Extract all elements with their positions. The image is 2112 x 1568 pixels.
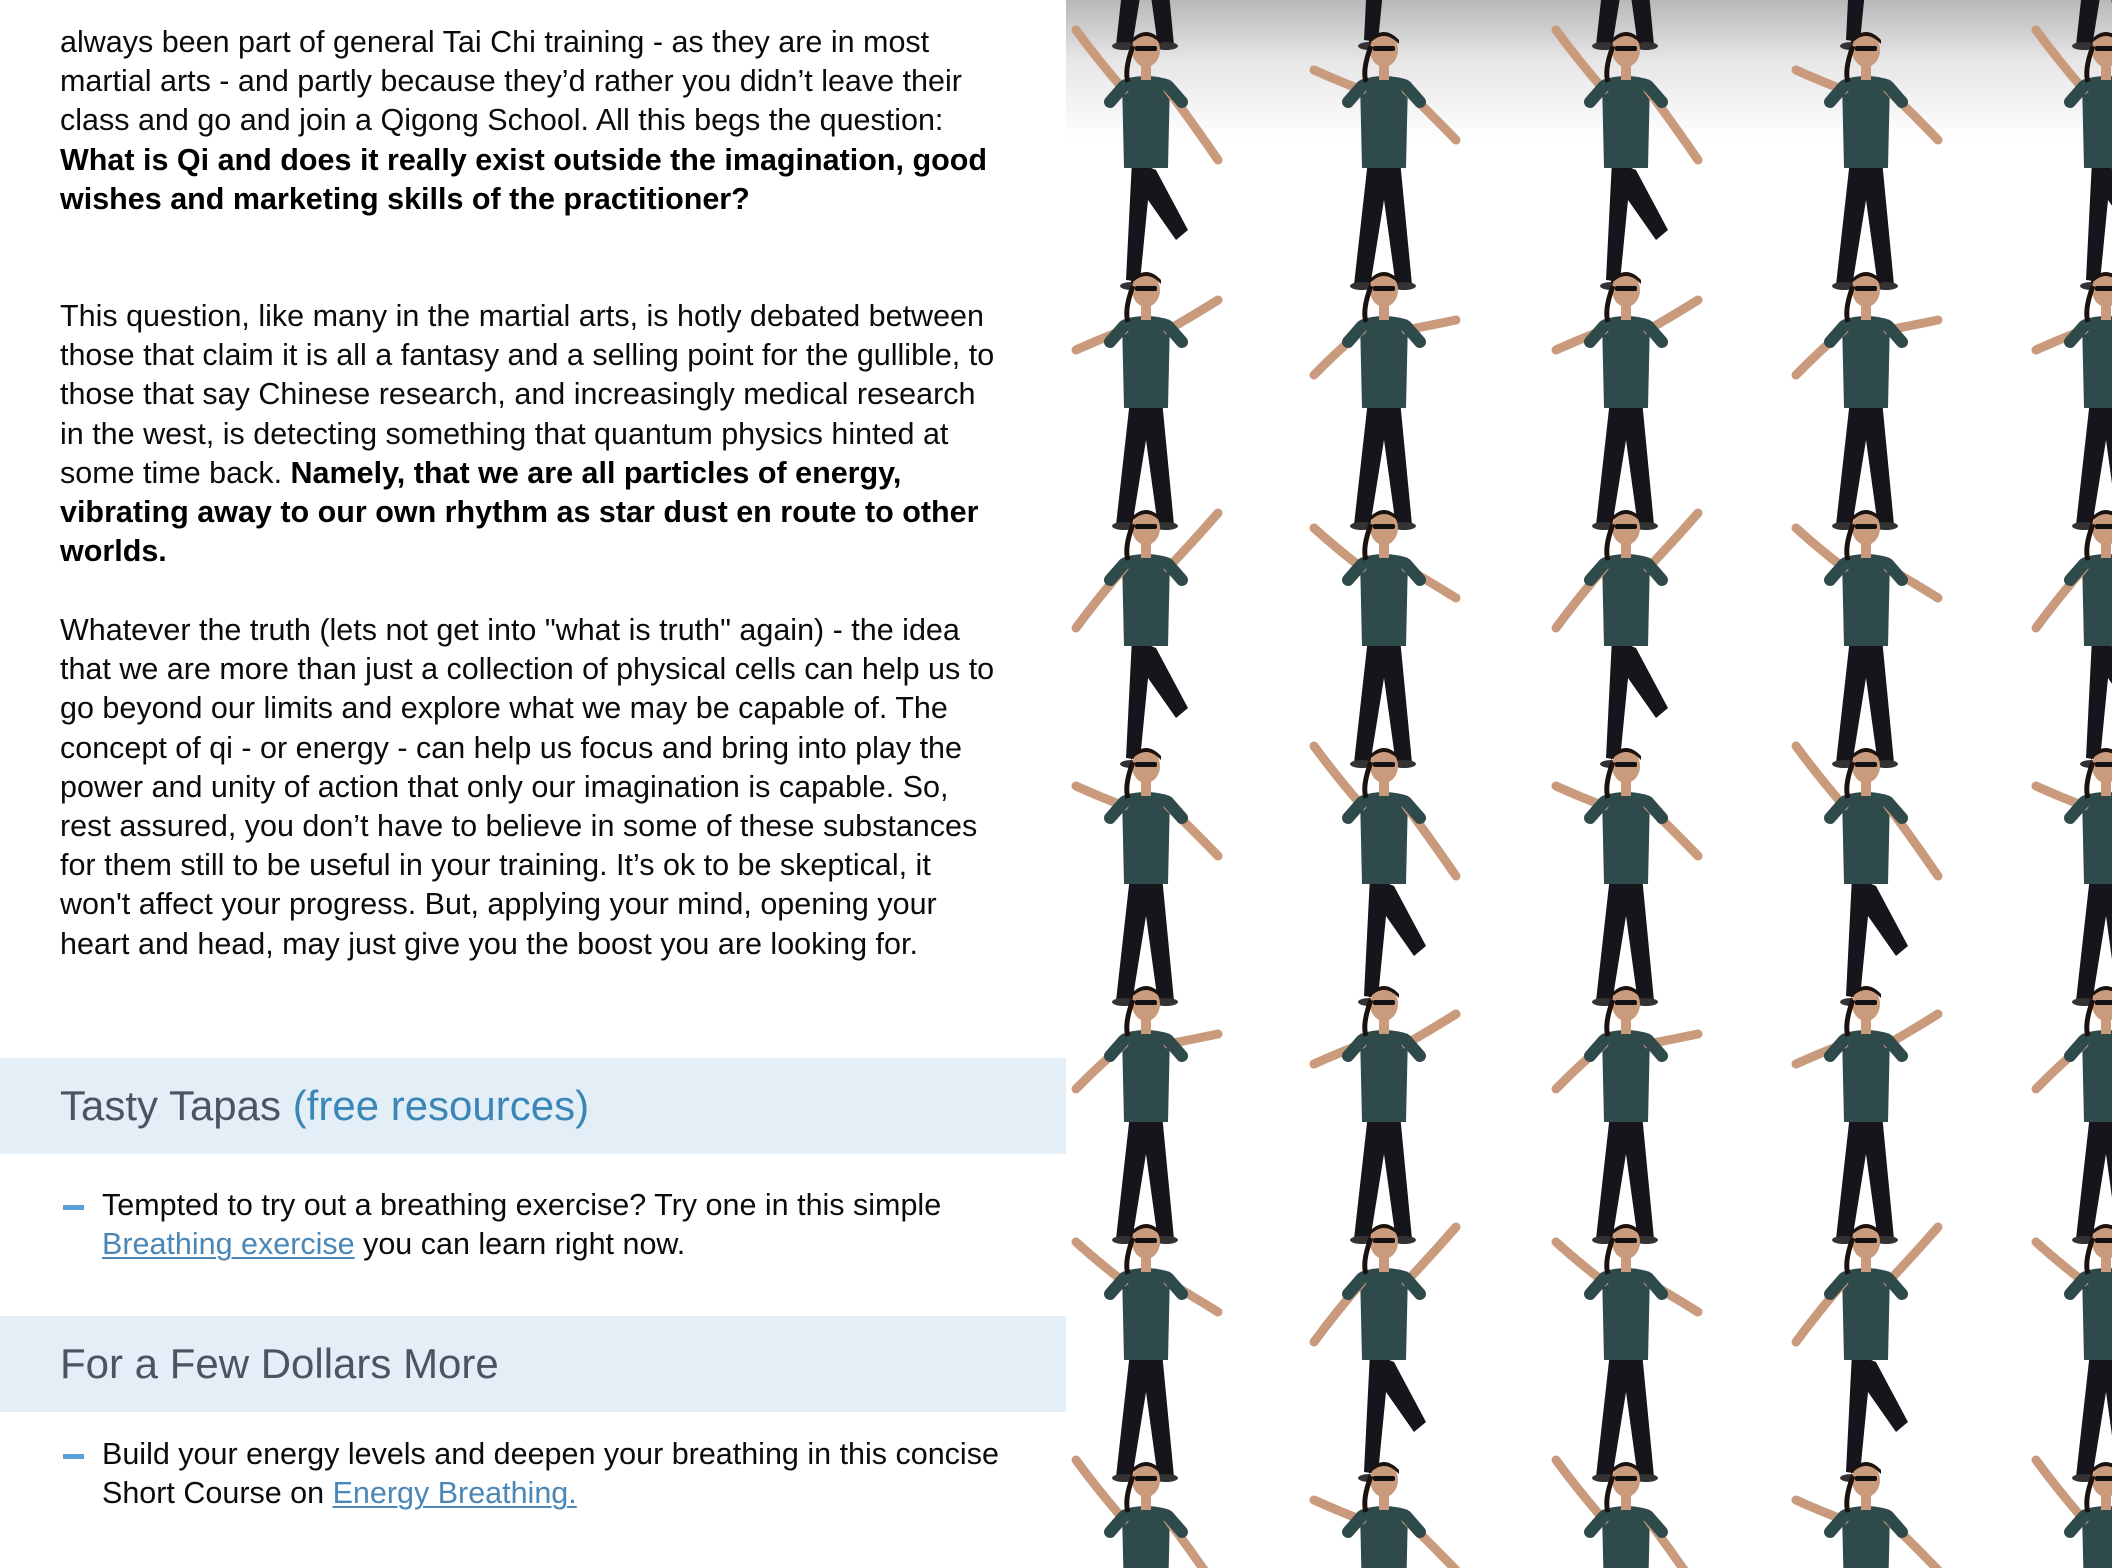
list-item	[60, 1435, 1000, 1513]
tai-chi-figure-icon	[2036, 1224, 2112, 1482]
tai-chi-figure-icon	[1314, 510, 1456, 768]
section-title-text: Tasty Tapas	[60, 1082, 282, 1129]
paragraph-text: always been part of general Tai Chi training - as they are in most martial arts - and partly because they’d rather you didn’t leave their class and go and join a Qigong School. All this begs the question:	[60, 25, 962, 138]
tai-chi-figure-icon	[2036, 30, 2112, 290]
tai-chi-figure-icon	[2036, 510, 2112, 768]
tai-chi-figure-icon	[1556, 748, 1698, 1006]
tai-chi-figure-icon	[1556, 986, 1698, 1244]
section-title: For a Few Dollars More	[60, 1340, 499, 1387]
tai-chi-poses-grid-icon	[1066, 0, 2112, 1568]
tai-chi-figure-icon	[1796, 1462, 1938, 1568]
tai-chi-poses-image	[1066, 0, 2112, 1568]
tai-chi-figure-icon	[2036, 272, 2112, 530]
tai-chi-figure-icon	[1076, 748, 1218, 1006]
tai-chi-figure-icon	[1076, 272, 1218, 530]
tai-chi-figure-icon	[1314, 1224, 1456, 1482]
tai-chi-figure-icon	[1556, 510, 1698, 768]
tai-chi-figure-icon	[1314, 272, 1456, 530]
section-header-few-dollars-more	[0, 1316, 1066, 1412]
list-item-text-start: Tempted to try out a breathing exercise? Try one in this simple	[102, 1188, 942, 1222]
tai-chi-figure-icon	[1796, 510, 1938, 768]
tai-chi-figure-icon	[1314, 1462, 1456, 1568]
paragraph-truth: Whatever the truth (lets not get into "what is truth" again) - the idea that we are more than just a collection of physical cells can help us to go beyond our limits and explore what we may be capable of. The concept of qi - or energy - can help us focus and bring into play the power and unity of action that only our imagination is capable. So, rest assured, you don’t have to believe in some of these substances for them still to be useful in your training. It’s ok to be skeptical, it won't affect your progress. But, applying your mind, opening your heart and head, may just give you the boost you are looking for.	[60, 613, 995, 961]
tai-chi-figure-icon	[1076, 1460, 1218, 1568]
tai-chi-figure-icon	[1076, 30, 1218, 290]
paragraph-qi-question	[60, 23, 1000, 219]
energy-breathing-link[interactable]: Energy Breathing.	[332, 1476, 577, 1511]
tai-chi-figure-icon	[1796, 32, 1938, 290]
tai-chi-figure-icon	[1796, 986, 1938, 1244]
list-item-text	[102, 1435, 1000, 1513]
list-item-text-start: Build your energy levels and deepen your breathing in this concise Short Course on	[102, 1437, 999, 1511]
list-item-text	[102, 1186, 1000, 1264]
tai-chi-figure-icon	[1076, 986, 1218, 1244]
tai-chi-figure-icon	[1556, 1460, 1698, 1568]
section-title-accent: (free resources)	[292, 1082, 590, 1129]
list-item-text-end: you can learn right now.	[354, 1227, 686, 1262]
paragraph-bold-question: What is Qi and does it really exist outside the imagination, good wishes and marketing skills of the practitioner?	[60, 142, 987, 216]
tai-chi-figure-icon	[1556, 272, 1698, 530]
tai-chi-figure-icon	[1314, 746, 1456, 1006]
dash-bullet-icon	[63, 1454, 84, 1459]
tai-chi-figure-icon	[1796, 272, 1938, 530]
tai-chi-figure-icon	[1556, 1224, 1698, 1482]
dash-bullet-icon	[63, 1205, 84, 1210]
paragraph-debate	[60, 297, 1000, 571]
tai-chi-figure-icon	[1796, 746, 1938, 1006]
paragraph-text: This question, like many in the martial arts, is hotly debated between those that claim it is all a fantasy and a selling point for the gullible, to those that say Chinese research, and increasingly medical research in the west, is detecting something that quantum physics hinted at some time back.	[60, 299, 995, 490]
tai-chi-figure-icon	[1556, 30, 1698, 290]
tai-chi-figure-icon	[2036, 986, 2112, 1244]
tai-chi-figure-icon	[1076, 510, 1218, 768]
tai-chi-figure-icon	[1314, 32, 1456, 290]
section-title	[60, 1080, 589, 1132]
tai-chi-figure-icon	[1076, 1224, 1218, 1482]
tai-chi-figure-icon	[1796, 1224, 1938, 1482]
list-item	[60, 1186, 1000, 1264]
section-header-tasty-tapas	[0, 1058, 1066, 1154]
tai-chi-figure-icon	[2036, 748, 2112, 1006]
breathing-exercise-link[interactable]: Breathing exercise	[102, 1227, 355, 1262]
paragraph-bold-statement: Namely, that we are all particles of energy, vibrating away to our own rhythm as star dust en route to other worlds.	[60, 455, 979, 569]
tai-chi-figure-icon	[1314, 986, 1456, 1244]
